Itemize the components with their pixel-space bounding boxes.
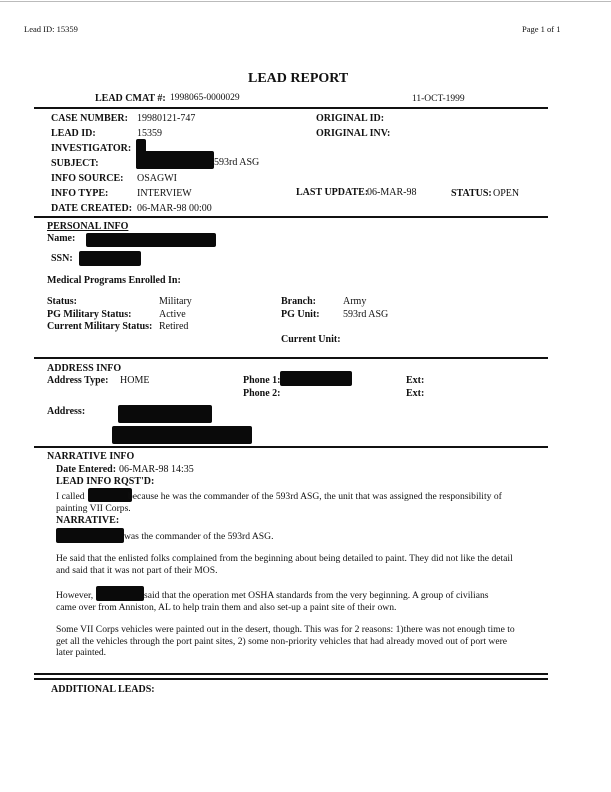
ssn-label: SSN:	[51, 253, 73, 264]
phone-1-label: Phone 1:	[243, 375, 281, 386]
address-type-label: Address Type:	[47, 375, 109, 386]
phone-1-redaction	[280, 371, 352, 386]
info-source-value: OSAGWI	[137, 173, 177, 184]
date-created-label: DATE CREATED:	[51, 203, 133, 214]
cmat-label: LEAD CMAT #:	[95, 93, 166, 104]
narrative-p2-line-2: came over from Anniston, AL to help train them and also set-up a paint site of their own.	[56, 602, 397, 613]
case-number-label: CASE NUMBER:	[51, 113, 128, 124]
lead-id-label: LEAD ID:	[51, 128, 96, 139]
status-value: OPEN	[493, 188, 520, 199]
date-entered-value: 06-MAR-98 14:35	[119, 464, 194, 475]
subject-unit: 593rd ASG	[214, 157, 260, 168]
status-military-value: Military	[159, 296, 192, 307]
rule-6	[34, 678, 548, 680]
current-military-status-value: Retired	[159, 321, 189, 332]
rqst-text-post: because he was the commander of the 593rd ASG, the unit that was assigned the responsibility of	[128, 491, 502, 502]
address-info-heading: ADDRESS INFO	[47, 363, 122, 374]
narrative-info-heading: NARRATIVE INFO	[47, 451, 135, 462]
rule-1	[34, 107, 548, 109]
narrative-p2-post: said that the operation met OSHA standards from the very beginning. A group of civilians	[144, 590, 489, 601]
ext-2-label: Ext:	[406, 388, 425, 399]
last-update-value: 06-MAR-98	[367, 187, 417, 198]
additional-leads-heading: ADDITIONAL LEADS:	[51, 684, 155, 695]
date-created-value: 06-MAR-98 00:00	[137, 203, 212, 214]
branch-label: Branch:	[281, 296, 316, 307]
cmat-date: 11-OCT-1999	[412, 94, 465, 104]
rqst-text-line-2: painting VII Corps.	[56, 503, 131, 514]
subject-redaction	[136, 151, 214, 169]
info-source-label: INFO SOURCE:	[51, 173, 124, 184]
subject-label: SUBJECT:	[51, 158, 99, 169]
narrative-line-1: was the commander of the 593rd ASG.	[124, 531, 274, 542]
rule-2	[34, 216, 548, 218]
last-update-label: LAST UPDATE:	[296, 187, 369, 198]
address-redaction-1	[118, 405, 212, 423]
address-type-value: HOME	[120, 375, 150, 386]
status-military-label: Status:	[47, 296, 78, 307]
pg-unit-label: PG Unit:	[281, 309, 320, 320]
date-entered-label: Date Entered:	[56, 464, 117, 475]
rqst-text-pre: I called	[56, 491, 85, 502]
branch-value: Army	[343, 296, 367, 307]
narrative-p2-pre: However,	[56, 590, 94, 601]
info-type-label: INFO TYPE:	[51, 188, 109, 199]
address-redaction-2	[112, 426, 252, 444]
rule-5	[34, 673, 548, 675]
info-type-value: INTERVIEW	[137, 188, 192, 199]
current-unit-label: Current Unit:	[281, 334, 341, 345]
narrative-redaction	[56, 528, 124, 543]
original-inv-label: ORIGINAL INV:	[316, 128, 391, 139]
ssn-redaction	[79, 251, 141, 266]
rule-4	[34, 446, 548, 448]
narrative-p2-redaction	[96, 586, 144, 601]
rule-3	[34, 357, 548, 359]
name-label: Name:	[47, 233, 76, 244]
current-military-status-label: Current Military Status:	[47, 321, 153, 332]
lead-id-value: 15359	[137, 128, 162, 139]
narrative-paragraph-1: He said that the enlisted folks complained from the beginning about being detailed to paint. They did not like the detail and said that it was not part of their MOS.	[56, 553, 513, 576]
original-id-label: ORIGINAL ID:	[316, 113, 385, 124]
pg-military-status-value: Active	[159, 309, 186, 320]
header-lead-id: Lead ID: 15359	[24, 24, 78, 34]
personal-info-heading: PERSONAL INFO	[47, 221, 129, 232]
lead-info-rqstd-label: LEAD INFO RQST'D:	[56, 476, 155, 487]
narrative-paragraph-3: Some VII Corps vehicles were painted out in the desert, though. This was for 2 reasons: 1)there was not enough time to get all the vehicles through the port paint sites, 2) some non-priority vehicles that had already moved out of port were later painted.	[56, 624, 515, 658]
name-redaction	[86, 233, 216, 247]
case-number-value: 19980121-747	[137, 113, 196, 124]
status-label: STATUS:	[451, 188, 492, 199]
top-border	[0, 1, 611, 2]
pg-unit-value: 593rd ASG	[343, 309, 389, 320]
ext-1-label: Ext:	[406, 375, 425, 386]
page-title: LEAD REPORT	[248, 71, 349, 86]
rqst-redaction	[88, 488, 132, 502]
investigator-label: INVESTIGATOR:	[51, 143, 132, 154]
medical-programs-label: Medical Programs Enrolled In:	[47, 275, 181, 286]
cmat-value: 1998065-0000029	[170, 93, 240, 103]
phone-2-label: Phone 2:	[243, 388, 281, 399]
narrative-label: NARRATIVE:	[56, 515, 120, 526]
address-label: Address:	[47, 406, 86, 417]
pg-military-status-label: PG Military Status:	[47, 309, 132, 320]
page-number: Page 1 of 1	[522, 24, 561, 34]
